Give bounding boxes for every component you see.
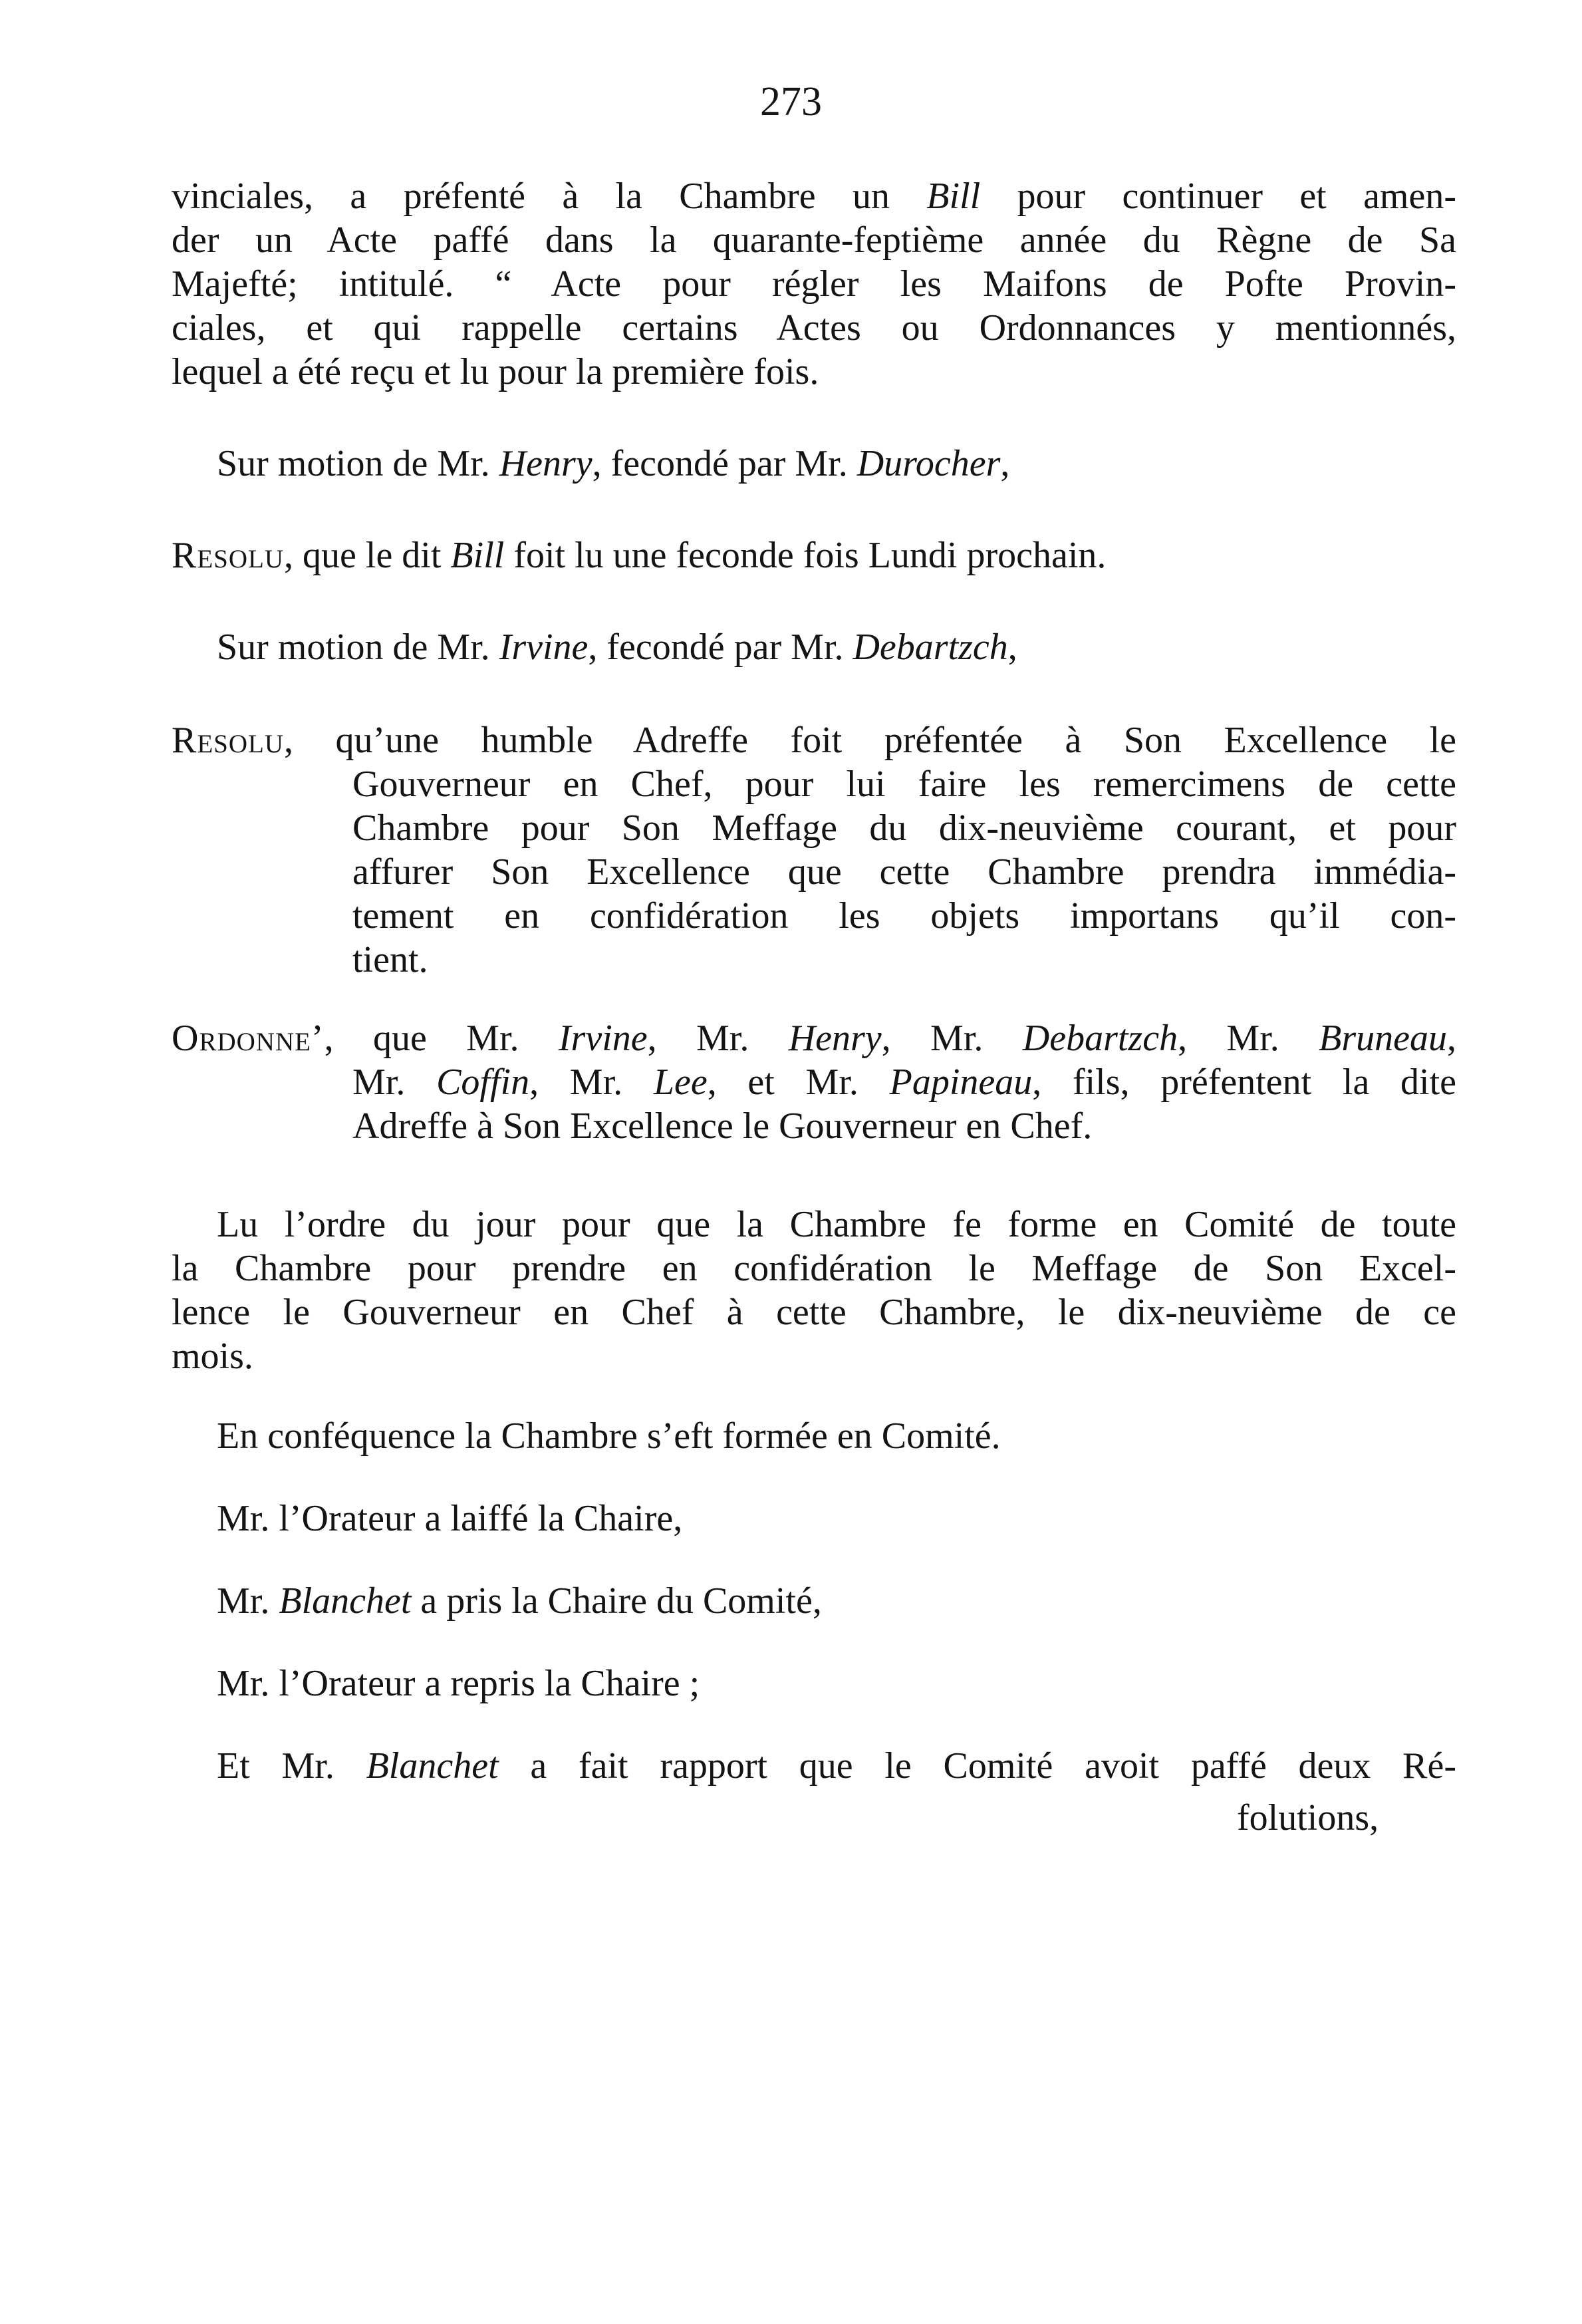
text-run: Et Mr. — [217, 1745, 366, 1787]
text-line: mois. — [172, 1336, 253, 1377]
text-run: , Mr. — [881, 1018, 1023, 1059]
resolution-line — [172, 533, 1106, 577]
text-run: , fecondé par Mr. — [592, 443, 857, 484]
text-line — [172, 174, 1456, 218]
resolution-label: Resolu — [172, 535, 285, 576]
text-run: , que Mr. — [324, 1018, 559, 1059]
text-line: ciales, et qui rappelle certains Actes ou Ordonnances y mentionnés, — [172, 307, 1456, 349]
text-run: , fils, préfentent la dite — [1032, 1062, 1456, 1103]
member-name: Blanchet — [366, 1745, 499, 1787]
text-run: Mr. — [352, 1062, 437, 1103]
text-run: , Mr. — [529, 1062, 654, 1103]
text-line: la Chambre pour prendre en confidération le Meffage de Son Excel- — [172, 1248, 1456, 1289]
text-run: vinciales, a préfenté à la Chambre un — [172, 176, 927, 217]
text-run: , — [1447, 1018, 1457, 1059]
text-line: Lu l’ordre du jour pour que la Chambre fe forme en Comité de toute — [217, 1204, 1456, 1245]
member-name: Debartzch — [1022, 1018, 1178, 1059]
statement-line: Mr. l’Orateur a repris la Chaire ; — [217, 1663, 700, 1704]
text-line: tement en confidération les objets importans qu’il con- — [352, 895, 1456, 937]
member-name: Henry — [499, 443, 593, 484]
resolution-label: Resolu — [172, 720, 285, 761]
member-name: Henry — [788, 1018, 882, 1059]
order-line — [172, 1016, 1456, 1060]
text-run: , — [1000, 443, 1010, 484]
text-line: tient. — [352, 939, 428, 980]
motion-line — [217, 442, 1009, 486]
text-run: , fecondé par Mr. — [588, 627, 853, 668]
text-line: Majefté; intitulé. “ Acte pour régler les Maifons de Pofte Provin- — [172, 263, 1456, 305]
member-name: Coffin — [436, 1062, 530, 1103]
text-run: a fait rapport que le Comité avoit paffé deux Ré- — [498, 1745, 1456, 1787]
text-run: , Mr. — [647, 1018, 789, 1059]
member-name: Irvine — [499, 627, 589, 668]
text-line: lequel a été reçu et lu pour la première fois. — [172, 351, 819, 392]
text-line: lence le Gouverneur en Chef à cette Chambre, le dix-neuvième de ce — [172, 1292, 1456, 1333]
text-run: , Mr. — [1178, 1018, 1319, 1059]
text-run: Sur motion de Mr. — [217, 443, 499, 484]
member-name: Durocher — [857, 443, 1001, 484]
text-run: , et Mr. — [707, 1062, 890, 1103]
text-run: Sur motion de Mr. — [217, 627, 499, 668]
page-number: 273 — [760, 79, 822, 124]
member-name: Papineau — [889, 1062, 1033, 1103]
text-run: , qu’une humble Adreffe foit préfentée à Son Excellence le — [284, 720, 1456, 761]
order-label: Ordonne’ — [172, 1018, 325, 1059]
text-run: foit lu une feconde fois Lundi prochain. — [504, 535, 1107, 576]
text-line: affurer Son Excellence que cette Chambre prendra immédia- — [352, 851, 1456, 893]
text-run: Mr. — [217, 1580, 279, 1622]
motion-line — [217, 625, 1017, 669]
member-name: Blanchet — [279, 1580, 412, 1622]
member-name: Lee — [653, 1062, 708, 1103]
statement-line — [217, 1579, 822, 1623]
text-line: der un Acte paffé dans la quarante-feptième année du Règne de Sa — [172, 219, 1456, 261]
member-name: Irvine — [558, 1018, 648, 1059]
text-line: Chambre pour Son Meffage du dix-neuvième courant, et pour — [352, 807, 1456, 849]
member-name: Bruneau — [1319, 1018, 1448, 1059]
member-name: Debartzch — [853, 627, 1008, 668]
text-line: Gouverneur en Chef, pour lui faire les remercimens de cette — [352, 764, 1456, 805]
resolution-line — [172, 718, 1456, 762]
text-line: Adreffe à Son Excellence le Gouverneur en Chef. — [352, 1105, 1093, 1147]
italic-term: Bill — [926, 176, 981, 217]
text-line — [352, 1060, 1456, 1104]
text-run: pour continuer et amen- — [980, 176, 1456, 217]
text-run: a pris la Chaire du Comité, — [411, 1580, 822, 1622]
catchword: folutions, — [1237, 1797, 1379, 1838]
statement-line: En conféquence la Chambre s’eft formée en Comité. — [217, 1415, 1001, 1457]
statement-line: Mr. l’Orateur a laiffé la Chaire, — [217, 1498, 683, 1539]
italic-term: Bill — [450, 535, 505, 576]
statement-line — [217, 1744, 1456, 1788]
text-run: , que le dit — [284, 535, 451, 576]
text-run: , — [1007, 627, 1017, 668]
